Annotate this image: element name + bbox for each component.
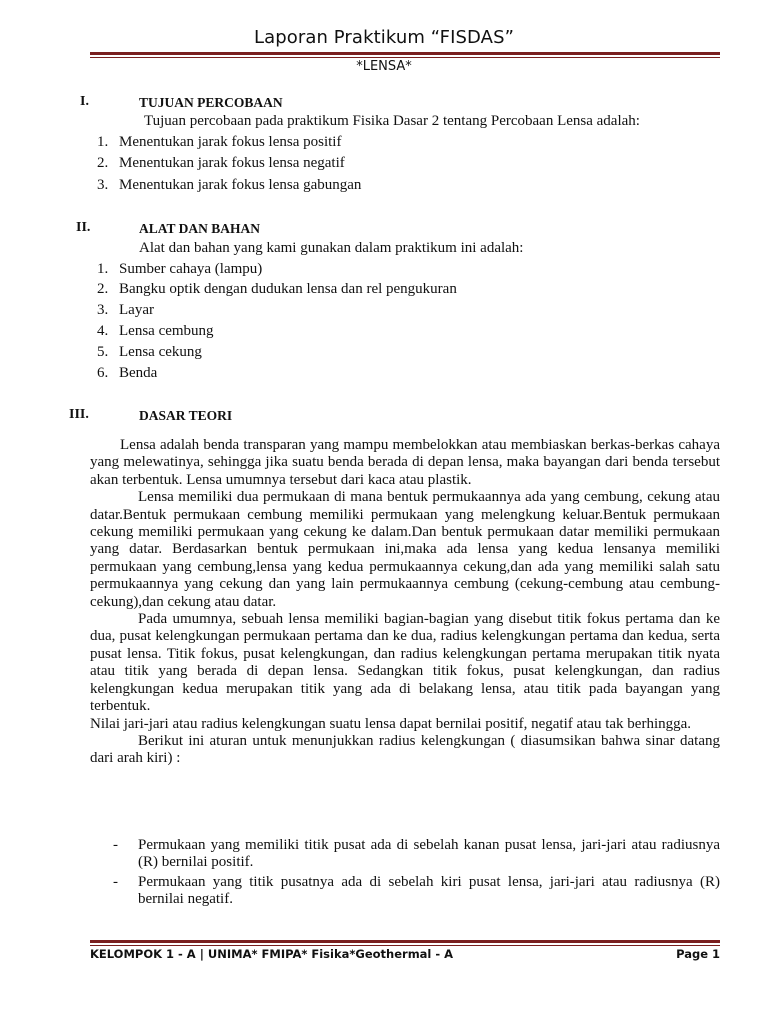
page-footer	[90, 947, 720, 961]
paragraph: Nilai jari-jari atau radius kelengkungan suatu lensa dapat bernilai positif, negatif atau tak berhingga.	[90, 715, 692, 732]
section-title: ALAT DAN BAHAN	[139, 221, 261, 236]
paragraph: Lensa memiliki dua permukaan di mana bentuk permukaannya ada yang cembung, cekung atau datar.Bentuk permukaan cembung memiliki permukaan yang melengkung keluar.Bentuk permukaan cekung memiliki permukaan yang cekung ke dalam.Dan bentuk permukaan datar memiliki permukaan yang datar. Berdasarkan bentuk permukaan ini,maka ada lensa yang kedua lensanya memiliki permukaan yang cembung,lensa yang kedua permukaannya cekung,dan ada yang memiliki salah satu permukaannya yang cekung dan yang lain permukaannya cembung (cekung-cembung atau cembung-cekung),dan cekung atau datar.	[90, 489, 720, 610]
list-item-number: 5.	[97, 344, 109, 360]
list-item-number: 4.	[97, 323, 109, 339]
page-number: Page 1	[676, 947, 720, 961]
list-item-text: Layar	[119, 302, 154, 318]
list-item-text: Sumber cahaya (lampu)	[119, 261, 263, 277]
section-title: TUJUAN PERCOBAAN	[139, 95, 283, 110]
list-item-number: 2.	[97, 155, 109, 171]
theory-text	[90, 437, 720, 768]
section-intro: Tujuan percobaan pada praktikum Fisika Dasar 2 tentang Percobaan Lensa adalah:	[144, 113, 640, 129]
section-number: I.	[80, 94, 89, 109]
list-item-text: Menentukan jarak fokus lensa negatif	[119, 155, 345, 171]
list-item-number: 2.	[97, 281, 109, 297]
section-title: DASAR TEORI	[139, 408, 233, 423]
list-item-text: Lensa cekung	[119, 344, 202, 360]
list-item-text: Menentukan jarak fokus lensa gabungan	[119, 177, 362, 193]
list-item-number: 3.	[97, 302, 109, 318]
paragraph: Lensa adalah benda transparan yang mampu membelokkan atau membiaskan berkas-berkas cahaya yang melewatinya, sehingga jika suatu benda berada di depan lensa, maka bayangan dari benda tersebut akan terbentuk. Lensa umumnya tersebut dari kaca atau plastik.	[90, 437, 720, 488]
list-item-text: Lensa cembung	[119, 323, 214, 339]
list-item-number: 6.	[97, 365, 109, 381]
header-rule-thin	[90, 57, 720, 58]
footer-rule-thick	[90, 940, 720, 943]
list-item-number: 1.	[97, 261, 109, 277]
section-intro: Alat dan bahan yang kami gunakan dalam praktikum ini adalah:	[139, 240, 524, 256]
document-subtitle: *LENSA*	[356, 59, 412, 74]
list-item-text: Menentukan jarak fokus lensa positif	[119, 134, 342, 150]
list-item-number: 3.	[97, 177, 109, 193]
footer-rule-thin	[90, 945, 720, 946]
paragraph: Berikut ini aturan untuk menunjukkan radius kelengkungan ( diasumsikan bahwa sinar datang dari arah kiri) :	[90, 732, 720, 767]
section-number: III.	[69, 407, 89, 422]
list-item-text: Bangku optik dengan dudukan lensa dan rel pengukuran	[119, 281, 457, 297]
list-item-text: Benda	[119, 365, 158, 381]
header-title: Laporan Praktikum “FISDAS”	[253, 27, 515, 48]
paragraph: Pada umumnya, sebuah lensa memiliki bagian-bagian yang disebut titik fokus pertama dan ke dua, pusat kelengkungan permukaan pertama dan ke dua, radius kelengkungan pertama dan kedua, serta pusat lensa. Titik fokus, pusat kelengkungan, dan radius kelengkungan pertama merupakan titik nyata atau titik yang berada di depan lensa. Sedangkan titik fokus, pusat kelengkungan, dan radius kelengkungan kedua merupakan titik yang ada di belakang lensa, atau titik pada bayangan yang terbentuk.	[90, 611, 720, 715]
list-item-number: 1.	[97, 134, 109, 150]
bullet-text: Permukaan yang memiliki titik pusat ada di sebelah kanan pusat lensa, jari-jari atau radiusnya (R) bernilai positif.	[138, 837, 720, 871]
bullet-dash: -	[113, 874, 118, 890]
footer-left-text: KELOMPOK 1 - A | UNIMA* FMIPA* Fisika*Geothermal - A	[90, 947, 454, 961]
section-number: II.	[76, 220, 91, 235]
bullet-text: Permukaan yang titik pusatnya ada di sebelah kiri pusat lensa, jari-jari atau radiusnya (R) bernilai negatif.	[138, 874, 720, 908]
header-rule-thick	[90, 52, 720, 55]
bullet-dash: -	[113, 837, 118, 853]
